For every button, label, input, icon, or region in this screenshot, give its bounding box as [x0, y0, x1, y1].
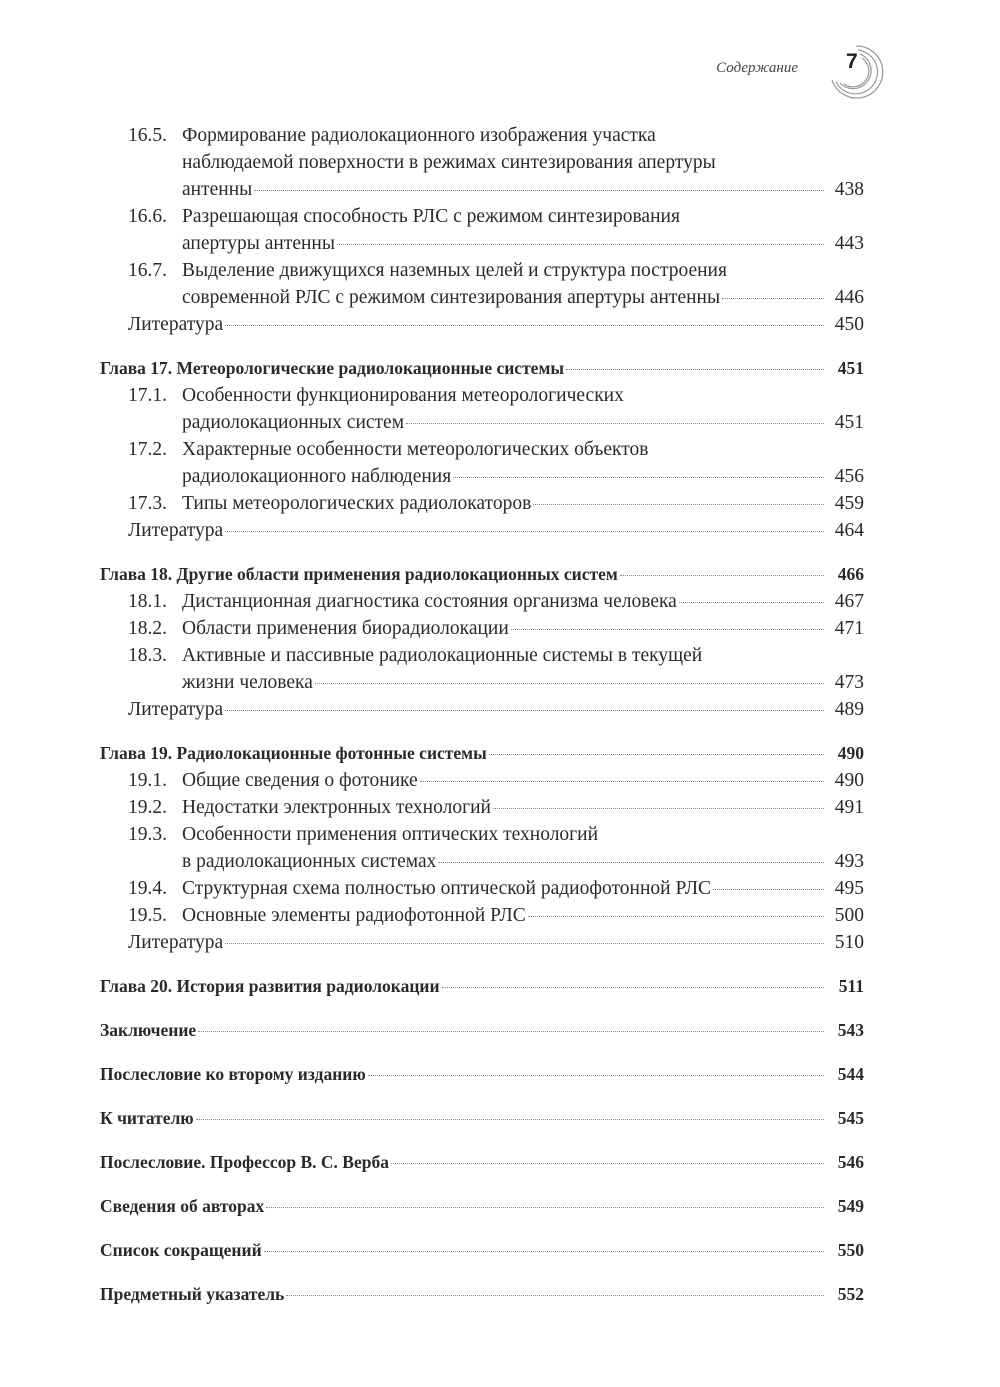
dot-leader [225, 325, 824, 326]
dot-leader [315, 683, 824, 684]
toc-section-entry [100, 767, 864, 794]
toc-chapter-entry [100, 1149, 864, 1176]
toc-entry-title-line: антенны [182, 179, 253, 200]
toc-page-number: 545 [837, 1108, 864, 1128]
dot-leader [286, 1295, 824, 1296]
dot-leader [391, 1163, 824, 1164]
dot-leader [438, 862, 824, 863]
toc-page-number: 490 [834, 770, 864, 791]
toc-section-number: 19.4. [128, 878, 167, 899]
toc-entry-title-line: Формирование радиолокационного изображения участка [182, 125, 656, 146]
toc-page-number: 493 [834, 851, 864, 872]
toc-page-number: 443 [834, 233, 864, 254]
toc-entry-title-line: Сведения об авторах [100, 1196, 265, 1216]
toc-page-number: 495 [834, 878, 864, 899]
dot-leader [722, 298, 824, 299]
toc-page-number: 544 [837, 1064, 864, 1084]
toc-section-number: 16.6. [128, 206, 167, 227]
dot-leader [620, 575, 824, 576]
dot-leader [420, 781, 824, 782]
toc-page-number: 550 [837, 1240, 864, 1260]
toc-page-number: 446 [834, 287, 864, 308]
toc-page-number: 451 [834, 412, 864, 433]
toc-section-number: 16.5. [128, 125, 167, 146]
toc-section-number: 18.3. [128, 645, 167, 666]
toc-entry-title-line: Характерные особенности метеорологических объектов [182, 439, 649, 460]
toc-section-entry [100, 821, 864, 875]
toc-page-number: 500 [834, 905, 864, 926]
toc-entry-title-line: жизни человека [182, 672, 313, 693]
toc-section-number: 17.1. [128, 385, 167, 406]
page-number: 7 [846, 50, 858, 73]
toc-page-number: 471 [834, 618, 864, 639]
toc-page-number: 489 [834, 699, 864, 720]
dot-leader [225, 710, 824, 711]
dot-leader [225, 943, 824, 944]
toc-literature-entry [100, 696, 864, 723]
toc-section-entry [100, 902, 864, 929]
toc-page-number: 467 [834, 591, 864, 612]
dot-leader [368, 1075, 824, 1076]
toc-chapter-entry [100, 1017, 864, 1044]
dot-leader [442, 987, 824, 988]
toc-chapter-entry [100, 1105, 864, 1132]
toc-entry-title-line: радиолокационного наблюдения [182, 466, 452, 487]
toc-literature-entry [100, 517, 864, 544]
toc-section-entry [100, 382, 864, 436]
toc-section-entry [100, 875, 864, 902]
toc-entry-title-line: Активные и пассивные радиолокационные системы в текущей [182, 645, 703, 666]
toc-entry-title-line: Глава 17. Метеорологические радиолокационные системы [100, 358, 565, 378]
toc-entry-title-line: Особенности функционирования метеорологических [182, 385, 624, 406]
toc-chapter-entry [100, 1061, 864, 1088]
running-header-title: Содержание [716, 60, 798, 76]
dot-leader [511, 629, 824, 630]
toc-section-entry [100, 203, 864, 257]
page-number-arcs-icon [828, 42, 890, 104]
toc-section-number: 19.5. [128, 905, 167, 926]
dot-leader [198, 1031, 824, 1032]
dot-leader [493, 808, 824, 809]
toc-entry-title-line: Литература [128, 520, 224, 541]
toc-section-entry [100, 588, 864, 615]
toc-literature-entry [100, 929, 864, 956]
toc-entry-title-line: Литература [128, 314, 224, 335]
toc-chapter-entry [100, 355, 864, 382]
toc-section-number: 17.3. [128, 493, 167, 514]
toc-entry-title-line: Заключение [100, 1020, 197, 1040]
dot-leader [264, 1251, 824, 1252]
toc-section-entry [100, 794, 864, 821]
toc-chapter-entry [100, 973, 864, 1000]
toc-entry-title-line: Особенности применения оптических технологий [182, 824, 599, 845]
toc-section-entry [100, 642, 864, 696]
toc-entry-title-line: К читателю [100, 1108, 194, 1128]
toc-section-number: 19.2. [128, 797, 167, 818]
toc-entry-title-line: Типы метеорологических радиолокаторов [182, 493, 532, 514]
toc-section-entry [100, 122, 864, 203]
dot-leader [453, 477, 824, 478]
toc-page-number: 450 [834, 314, 864, 335]
dot-leader [679, 602, 824, 603]
dot-leader [196, 1119, 824, 1120]
dot-leader [406, 423, 824, 424]
dot-leader [225, 531, 824, 532]
dot-leader [489, 754, 824, 755]
toc-page-number: 491 [834, 797, 864, 818]
toc-entry-title-line: Дистанционная диагностика состояния организма человека [182, 591, 677, 612]
toc-entry-title-line: Предметный указатель [100, 1284, 285, 1304]
toc-page-number: 511 [838, 976, 864, 996]
toc-page-number: 490 [837, 743, 864, 763]
toc-entry-title-line: Структурная схема полностью оптической радиофотонной РЛС [182, 878, 712, 899]
toc-section-number: 16.7. [128, 260, 167, 281]
dot-leader [528, 916, 824, 917]
toc-entry-title-line: наблюдаемой поверхности в режимах синтезирования апертуры [182, 152, 716, 173]
toc-entry-title-line: Литература [128, 932, 224, 953]
toc-page-number: 464 [834, 520, 864, 541]
toc-chapter-entry [100, 1193, 864, 1220]
toc-page-number: 552 [837, 1284, 864, 1304]
toc-chapter-entry [100, 1237, 864, 1264]
toc-section-entry [100, 490, 864, 517]
toc-entry-title-line: Области применения биорадиолокации [182, 618, 509, 639]
toc-page-number: 543 [837, 1020, 864, 1040]
toc-page-number: 451 [837, 358, 864, 378]
toc-page-number: 466 [837, 564, 864, 584]
toc-chapter-entry [100, 561, 864, 588]
toc-section-number: 18.2. [128, 618, 167, 639]
toc-page-number: 438 [834, 179, 864, 200]
table-of-contents [100, 122, 864, 1308]
toc-entry-title-line: Недостатки электронных технологий [182, 797, 491, 818]
toc-chapter-entry [100, 740, 864, 767]
toc-entry-title-line: Послесловие. Профессор В. С. Верба [100, 1152, 389, 1172]
toc-section-number: 19.3. [128, 824, 167, 845]
toc-page-number: 473 [834, 672, 864, 693]
toc-literature-entry [100, 311, 864, 338]
toc-section-entry [100, 257, 864, 311]
toc-entry-title-line: Послесловие ко второму изданию [100, 1064, 366, 1084]
toc-entry-title-line: Глава 18. Другие области применения радиолокационных систем [100, 564, 618, 584]
toc-entry-title-line: апертуры антенны [182, 233, 335, 254]
toc-entry-title-line: современной РЛС с режимом синтезирования апертуры антенны [182, 287, 721, 308]
toc-entry-title-line: в радиолокационных системах [182, 851, 437, 872]
toc-section-number: 17.2. [128, 439, 167, 460]
toc-chapter-entry [100, 1281, 864, 1308]
dot-leader [566, 369, 824, 370]
toc-entry-title-line: Разрешающая способность РЛС с режимом синтезирования [182, 206, 680, 227]
dot-leader [254, 190, 824, 191]
toc-page-number: 510 [834, 932, 864, 953]
toc-section-number: 18.1. [128, 591, 167, 612]
toc-page-number: 546 [837, 1152, 864, 1172]
toc-page-number: 456 [834, 466, 864, 487]
toc-page-number: 549 [837, 1196, 864, 1216]
toc-entry-title-line: Общие сведения о фотонике [182, 770, 418, 791]
toc-section-entry [100, 615, 864, 642]
toc-entry-title-line: Выделение движущихся наземных целей и структура построения [182, 260, 727, 281]
toc-entry-title-line: радиолокационных систем [182, 412, 405, 433]
dot-leader [337, 244, 824, 245]
toc-section-entry [100, 436, 864, 490]
toc-entry-title-line: Литература [128, 699, 224, 720]
toc-entry-title-line: Глава 20. История развития радиолокации [100, 976, 440, 996]
toc-section-number: 19.1. [128, 770, 167, 791]
running-header [0, 42, 1000, 102]
dot-leader [266, 1207, 824, 1208]
toc-entry-title-line: Глава 19. Радиолокационные фотонные системы [100, 743, 487, 763]
toc-entry-title-line: Основные элементы радиофотонной РЛС [182, 905, 526, 926]
dot-leader [713, 889, 824, 890]
toc-page-number: 459 [834, 493, 864, 514]
dot-leader [533, 504, 824, 505]
toc-entry-title-line: Список сокращений [100, 1240, 262, 1260]
